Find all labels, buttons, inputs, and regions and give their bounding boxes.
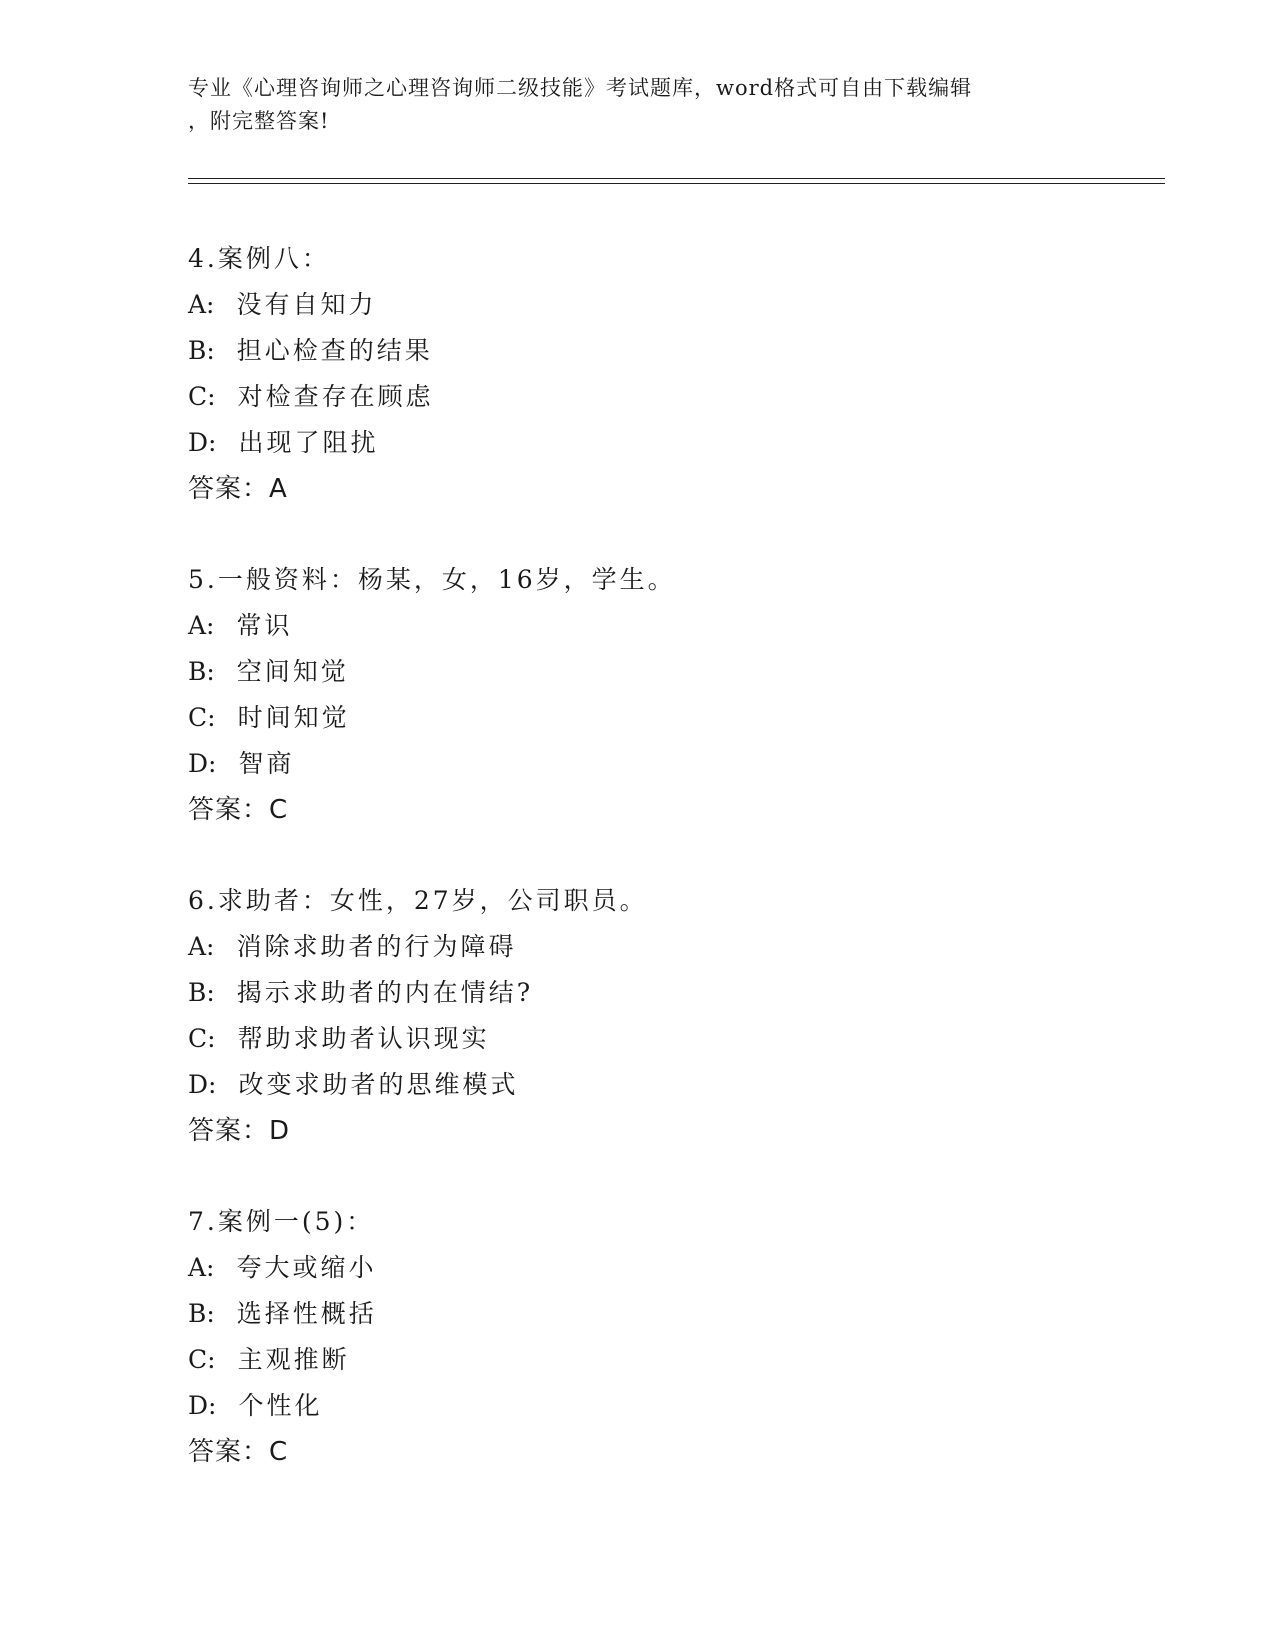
question-title: 7.案例一(5)：	[188, 1207, 375, 1236]
option-d	[188, 1062, 1148, 1108]
question-6	[188, 878, 1148, 1154]
option-key: D:	[188, 749, 217, 778]
option-text: 担心检查的结果	[236, 336, 433, 365]
document-header	[188, 72, 1088, 138]
option-key: C:	[188, 382, 216, 411]
option-d	[188, 741, 1148, 787]
option-a	[188, 603, 1148, 649]
option-b	[188, 328, 1148, 374]
option-key: C:	[188, 1024, 216, 1053]
question-title: 6.求助者：女性，27岁，公司职员。	[188, 886, 648, 915]
option-text: 出现了阻扰	[238, 428, 379, 457]
question-7	[188, 1199, 1148, 1475]
option-key: A:	[188, 1253, 215, 1282]
option-key: D:	[188, 428, 217, 457]
option-c	[188, 1016, 1148, 1062]
option-text: 个性化	[238, 1391, 323, 1420]
option-c	[188, 695, 1148, 741]
option-key: B:	[188, 978, 215, 1007]
option-key: A:	[188, 290, 215, 319]
option-key: D:	[188, 1391, 217, 1420]
header-divider-top	[188, 178, 1165, 179]
question-title: 4.案例八：	[188, 244, 330, 273]
option-key: D:	[188, 1070, 217, 1099]
answer-line: 答案：A	[188, 474, 288, 504]
option-key: C:	[188, 703, 216, 732]
option-c	[188, 374, 1148, 420]
option-text: 时间知觉	[237, 703, 350, 732]
option-text: 改变求助者的思维模式	[238, 1070, 519, 1099]
option-text: 揭示求助者的内在情结?	[236, 978, 534, 1007]
option-d	[188, 1383, 1148, 1429]
question-title: 5.一般资料：杨某，女，16岁，学生。	[188, 565, 676, 594]
question-5	[188, 557, 1148, 833]
option-text: 没有自知力	[236, 290, 377, 319]
option-key: B:	[188, 657, 215, 686]
option-a	[188, 924, 1148, 970]
option-key: A:	[188, 932, 215, 961]
option-text: 空间知觉	[236, 657, 349, 686]
option-key: B:	[188, 336, 215, 365]
option-key: C:	[188, 1345, 216, 1374]
option-text: 夸大或缩小	[236, 1253, 377, 1282]
option-key: B:	[188, 1299, 215, 1328]
option-text: 帮助求助者认识现实	[237, 1024, 490, 1053]
header-line-1: 专业《心理咨询师之心理咨询师二级技能》考试题库，word格式可自由下载编辑	[188, 76, 973, 100]
option-text: 对检查存在顾虑	[237, 382, 434, 411]
option-a	[188, 282, 1148, 328]
option-c	[188, 1337, 1148, 1383]
header-line-2: ，附完整答案!	[188, 109, 330, 133]
option-b	[188, 970, 1148, 1016]
option-text: 常识	[236, 611, 293, 640]
option-text: 主观推断	[237, 1345, 350, 1374]
option-text: 智商	[238, 749, 295, 778]
question-list	[188, 236, 1148, 1520]
option-b	[188, 649, 1148, 695]
option-a	[188, 1245, 1148, 1291]
option-text: 选择性概括	[236, 1299, 377, 1328]
option-b	[188, 1291, 1148, 1337]
answer-line: 答案：C	[188, 795, 289, 825]
option-d	[188, 420, 1148, 466]
question-4	[188, 236, 1148, 512]
option-key: A:	[188, 611, 215, 640]
answer-line: 答案：D	[188, 1116, 291, 1146]
option-text: 消除求助者的行为障碍	[236, 932, 517, 961]
answer-line: 答案：C	[188, 1437, 289, 1467]
header-divider-bottom	[188, 183, 1165, 184]
